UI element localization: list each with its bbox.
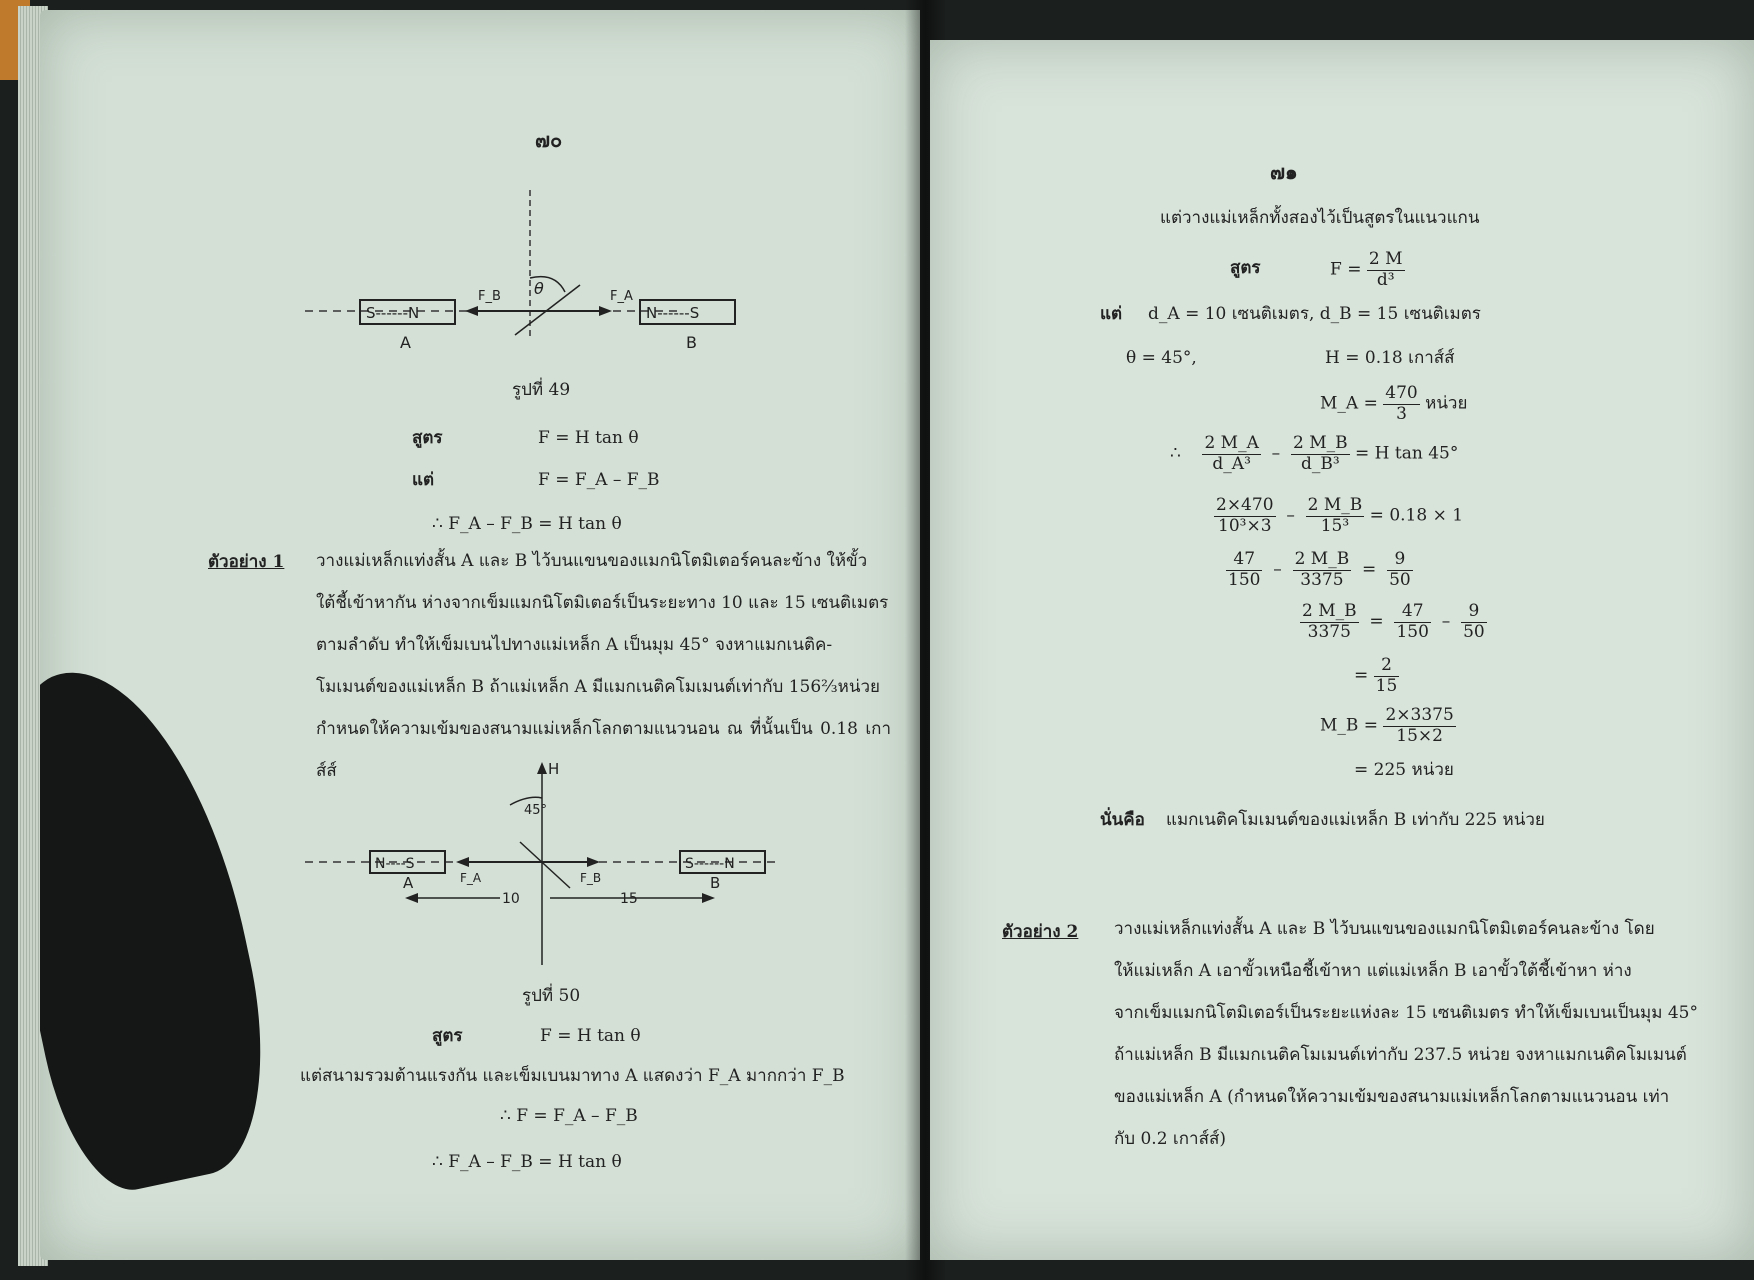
example2-line: ให้แม่เหล็ก A เอาขั้วเหนือชี้เข้าหา แต่แม่เหล็ก B เอาขั้วใต้ชี้เข้าหา ห่าง — [1114, 961, 1632, 981]
step2-n1: 2×470 — [1216, 495, 1274, 515]
step3-n3: 9 — [1387, 550, 1413, 571]
step3: $\frac{47}{150}$ – $\frac{2 M\_B}{3375}$ = $\frac{9}{50}$ — [1228, 549, 1411, 590]
step1-d1: d_A³ — [1212, 453, 1251, 474]
step4-n1: 2 M_B — [1302, 601, 1357, 621]
step6 — [1320, 706, 1456, 746]
fig49-label-b: B — [686, 333, 697, 352]
eq6-body: ∴ F_A – F_B = H tan θ — [432, 1152, 622, 1172]
fig50-label-b: B — [710, 874, 721, 892]
given3-fraction — [1383, 384, 1419, 424]
step5: = $\frac{2}{15}$ — [1354, 655, 1398, 696]
given3-lhs: M_A = — [1320, 393, 1378, 414]
given1-text: d_A = 10 เซนติเมตร, d_B = 15 เซนติเมตร — [1148, 304, 1481, 324]
formula-lhs: F = — [1330, 259, 1362, 280]
step2-d1: 10³×3 — [1218, 515, 1272, 536]
step3-d2: 3375 — [1300, 569, 1344, 590]
step4-d3: 50 — [1463, 621, 1485, 642]
fig50-magnet-b: S------N — [685, 856, 735, 872]
step3-d1: 150 — [1228, 569, 1261, 590]
given3-den: 3 — [1396, 403, 1407, 424]
eq2-label: แต่ — [412, 470, 434, 490]
step1-d2: d_B³ — [1300, 453, 1340, 474]
step4-d2: 150 — [1396, 621, 1429, 642]
formula-num: 2 M — [1368, 249, 1403, 269]
fig50-caption: รูปที่ 50 — [522, 986, 581, 1006]
eq5-body: ∴ F = F_A – F_B — [500, 1106, 638, 1126]
fig50-magnet-a: N----S — [375, 856, 415, 872]
step3-frac2 — [1293, 550, 1352, 590]
fig50-label-fb: F_B — [580, 871, 602, 885]
step2-frac1 — [1214, 496, 1276, 536]
given3 — [1320, 384, 1467, 424]
fig50-dist-b: 15 — [620, 891, 638, 907]
given2-left: θ = 45°, — [1126, 348, 1197, 368]
figure-49 — [40, 10, 920, 410]
eq4-label: สูตร — [432, 1026, 463, 1046]
step5-n: 2 — [1374, 656, 1400, 677]
step4-d1: 3375 — [1307, 621, 1351, 642]
step6-lhs: M_B = — [1320, 715, 1379, 736]
formula-label: สูตร — [1230, 258, 1261, 278]
step1-therefore: ∴ — [1170, 443, 1181, 464]
intro-text: แต่วางแม่เหล็กทั้งสองไว้เป็นสูตรในแนวแกน — [1160, 208, 1480, 228]
step1-n1: 2 M_A — [1204, 433, 1259, 453]
fig49-caption: รูปที่ 49 — [512, 380, 571, 400]
step4-frac2 — [1394, 602, 1430, 642]
eq1-label: สูตร — [412, 428, 443, 448]
step1: ∴ $\frac{2 M\_A}{\text{d\_A³}}$ – $\frac{2 M\_B}{\text{d\_B³}}$ = H tan 45° — [1170, 433, 1459, 474]
example1-line: ตามลำดับ ทำให้เข็มเบนไปทางแม่เหล็ก A เป็นมุม 45° จงหาแมกเนติค- — [316, 635, 833, 655]
example2-label: ตัวอย่าง 2 — [1002, 922, 1079, 942]
step4-n2: 47 — [1394, 602, 1430, 623]
formula-den: d³ — [1376, 269, 1395, 290]
page-number-right: ๗๑ — [1270, 160, 1298, 184]
fig49-magnet-b: N------S — [646, 304, 700, 322]
formula-fraction — [1367, 250, 1405, 290]
example1-line: วางแม่เหล็กแท่งสั้น A และ B ไว้บนแขนของแมกนิโตมิเตอร์คนละข้าง ให้ขั้ว — [316, 551, 868, 571]
left-page — [40, 10, 920, 1260]
example1-line: โมเมนต์ของแม่เหล็ก B ถ้าแม่เหล็ก A มีแมกเนติคโมเมนต์เท่ากับ 156⅔หน่วย — [316, 677, 880, 697]
step1-n2: 2 M_B — [1292, 433, 1348, 453]
step2-frac2 — [1306, 496, 1365, 536]
example2-line: ของแม่เหล็ก A (กำหนดให้ความเข้มของสนามแม่เหล็กโลกตามแนวนอน เท่า — [1114, 1087, 1670, 1107]
step5-d: 15 — [1375, 675, 1398, 696]
formula — [1330, 250, 1405, 290]
example2-text — [1114, 908, 1704, 1160]
step7: = 225 หน่วย — [1354, 760, 1454, 780]
step2: $\frac{2\times 470}{\text{10³×3}}$ – $\frac{2 M\_B}{\text{15³}}$ = 0.18 × 1 — [1216, 495, 1464, 536]
step1-frac1 — [1202, 434, 1260, 474]
example2-line: กับ 0.2 เกาส์ส์) — [1114, 1129, 1226, 1149]
step3-frac3 — [1387, 550, 1413, 590]
fig49-label-a: A — [400, 333, 411, 352]
given2-right: H = 0.18 เกาส์ส์ — [1325, 348, 1455, 368]
given3-num: 470 — [1385, 383, 1418, 403]
eq2-body: F = F_A – F_B — [538, 470, 660, 490]
step4-n3: 9 — [1461, 602, 1487, 623]
step3-frac1 — [1226, 550, 1262, 590]
step2-rhs: = 0.18 × 1 — [1369, 505, 1464, 526]
step6-d: 15×2 — [1396, 725, 1443, 746]
step6-n: 2×3375 — [1385, 705, 1454, 725]
example1-line: กำหนดให้ความเข้มของสนามแม่เหล็กโลกตามแนวนอน ณ ที่นั้นเป็น 0.18 เกาส์ส์ — [316, 719, 891, 781]
note-text: แต่สนามรวมต้านแรงกัน และเข็มเบนมาทาง A แสดงว่า F_A มากกว่า F_B — [300, 1066, 845, 1086]
eq1-body: F = H tan θ — [538, 428, 639, 448]
step6-frac — [1383, 706, 1455, 746]
right-page — [930, 40, 1754, 1260]
fig49-label-fb: F_B — [478, 289, 501, 304]
eq3-body: ∴ F_A – F_B = H tan θ — [432, 514, 622, 534]
fig50-h: H — [548, 760, 560, 778]
example1-line: ใต้ชี้เข้าหากัน ห่างจากเข็มแมกนิโตมิเตอร์เป็นระยะทาง 10 และ 15 เซนติเมตร — [316, 593, 889, 613]
example1-label: ตัวอย่าง 1 — [208, 552, 285, 572]
given3-unit: หน่วย — [1425, 393, 1468, 414]
step5-frac — [1374, 656, 1400, 696]
fig50-angle: 45° — [524, 803, 548, 818]
step4: $\frac{2 M\_B}{3375}$ = $\frac{47}{150}$ – $\frac{9}{50}$ — [1302, 601, 1485, 642]
step3-n2: 2 M_B — [1294, 549, 1350, 569]
conclusion-text: แมกเนติคโมเมนต์ของแม่เหล็ก B เท่ากับ 225 หน่วย — [1166, 810, 1545, 830]
fig50-label-a: A — [403, 874, 414, 892]
step1-frac2 — [1291, 434, 1350, 474]
fig49-theta: θ — [534, 279, 544, 298]
page-number-left: ๗๐ — [535, 128, 563, 152]
example2-line: ถ้าแม่เหล็ก B มีแมกเนติคโมเมนต์เท่ากับ 237.5 หน่วย จงหาแมกเนติคโมเมนต์ — [1114, 1045, 1687, 1065]
step3-n1: 47 — [1226, 550, 1262, 571]
example2-line: จากเข็มแมกนิโตมิเตอร์เป็นระยะแห่งละ 15 เซนติเมตร ทำให้เข็มเบนเป็นมุม 45° — [1114, 1003, 1699, 1023]
eq4-body: F = H tan θ — [540, 1026, 641, 1046]
step3-d3: 50 — [1389, 569, 1411, 590]
fig50-dist-a: 10 — [502, 891, 520, 907]
given1-prefix: แต่ — [1100, 304, 1122, 324]
fig49-magnet-a: S------N — [366, 304, 420, 322]
example2-line: วางแม่เหล็กแท่งสั้น A และ B ไว้บนแขนของแมกนิโตมิเตอร์คนละข้าง โดย — [1114, 919, 1655, 939]
step2-n2: 2 M_B — [1307, 495, 1363, 515]
step1-rhs: = H tan 45° — [1355, 443, 1459, 464]
step4-frac3 — [1461, 602, 1487, 642]
fig50-label-fa: F_A — [460, 871, 482, 885]
step2-d2: 15³ — [1320, 515, 1350, 536]
fig49-label-fa: F_A — [610, 289, 633, 304]
conclusion-lead: นั่นคือ — [1100, 810, 1145, 830]
step4-frac1 — [1300, 602, 1359, 642]
